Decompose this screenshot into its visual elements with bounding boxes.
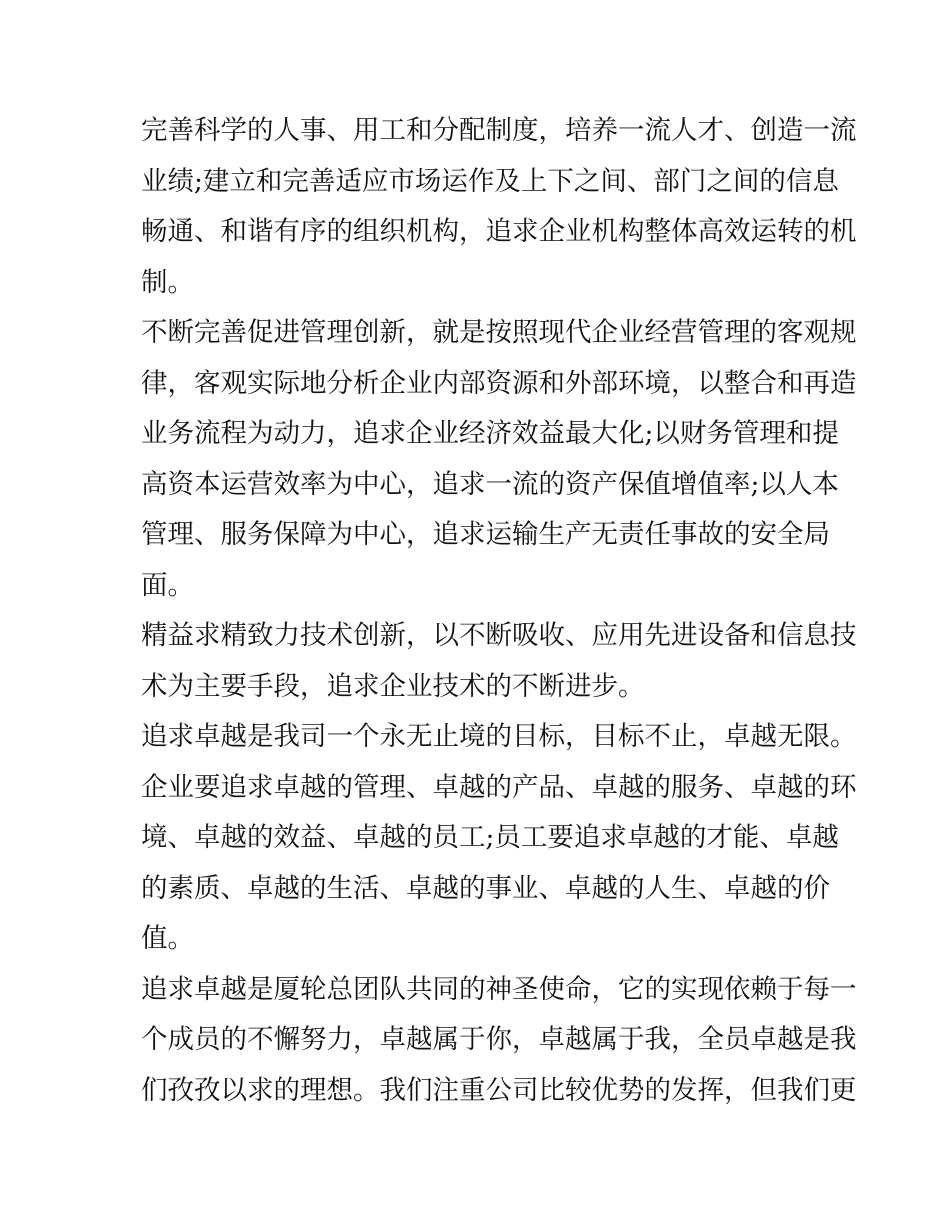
text-line: 律，客观实际地分析企业内部资源和外部环境，以整合和再造 — [141, 368, 857, 399]
text-line: 们孜孜以求的理想。我们注重公司比较优势的发挥，但我们更 — [141, 1075, 857, 1106]
text-line: 高资本运营效率为中心，追求一流的资产保值增值率;以人本 — [141, 469, 839, 500]
text-line: 术为主要手段，追求企业技术的不断进步。 — [141, 671, 645, 702]
text-line: 业绩;建立和完善适应市场运作及上下之间、部门之间的信息 — [141, 166, 839, 197]
text-line: 的素质、卓越的生活、卓越的事业、卓越的人生、卓越的价 — [141, 873, 830, 904]
text-line: 不断完善促进管理创新，就是按照现代企业经营管理的客观规 — [141, 317, 857, 348]
text-line: 完善科学的人事、用工和分配制度，培养一流人才、创造一流 — [141, 115, 857, 146]
text-line: 精益求精致力技术创新，以不断吸收、应用先进设备和信息技 — [141, 620, 857, 651]
text-line: 追求卓越是厦轮总团队共同的神圣使命，它的实现依赖于每一 — [141, 974, 857, 1005]
text-line: 个成员的不懈努力，卓越属于你，卓越属于我，全员卓越是我 — [141, 1024, 857, 1055]
text-line: 值。 — [141, 923, 194, 954]
text-line: 企业要追求卓越的管理、卓越的产品、卓越的服务、卓越的环 — [141, 772, 857, 803]
text-line: 管理、服务保障为中心，追求运输生产无责任事故的安全局 — [141, 519, 830, 550]
text-line: 畅通、和谐有序的组织机构，追求企业机构整体高效运转的机 — [141, 216, 857, 247]
text-line: 业务流程为动力，追求企业经济效益最大化;以财务管理和提 — [141, 418, 839, 449]
text-line: 追求卓越是我司一个永无止境的目标，目标不止，卓越无限。 — [141, 721, 857, 752]
text-line: 面。 — [141, 570, 194, 601]
text-line: 境、卓越的效益、卓越的员工;员工要追求卓越的才能、卓越 — [141, 822, 839, 853]
text-line: 制。 — [141, 267, 194, 298]
